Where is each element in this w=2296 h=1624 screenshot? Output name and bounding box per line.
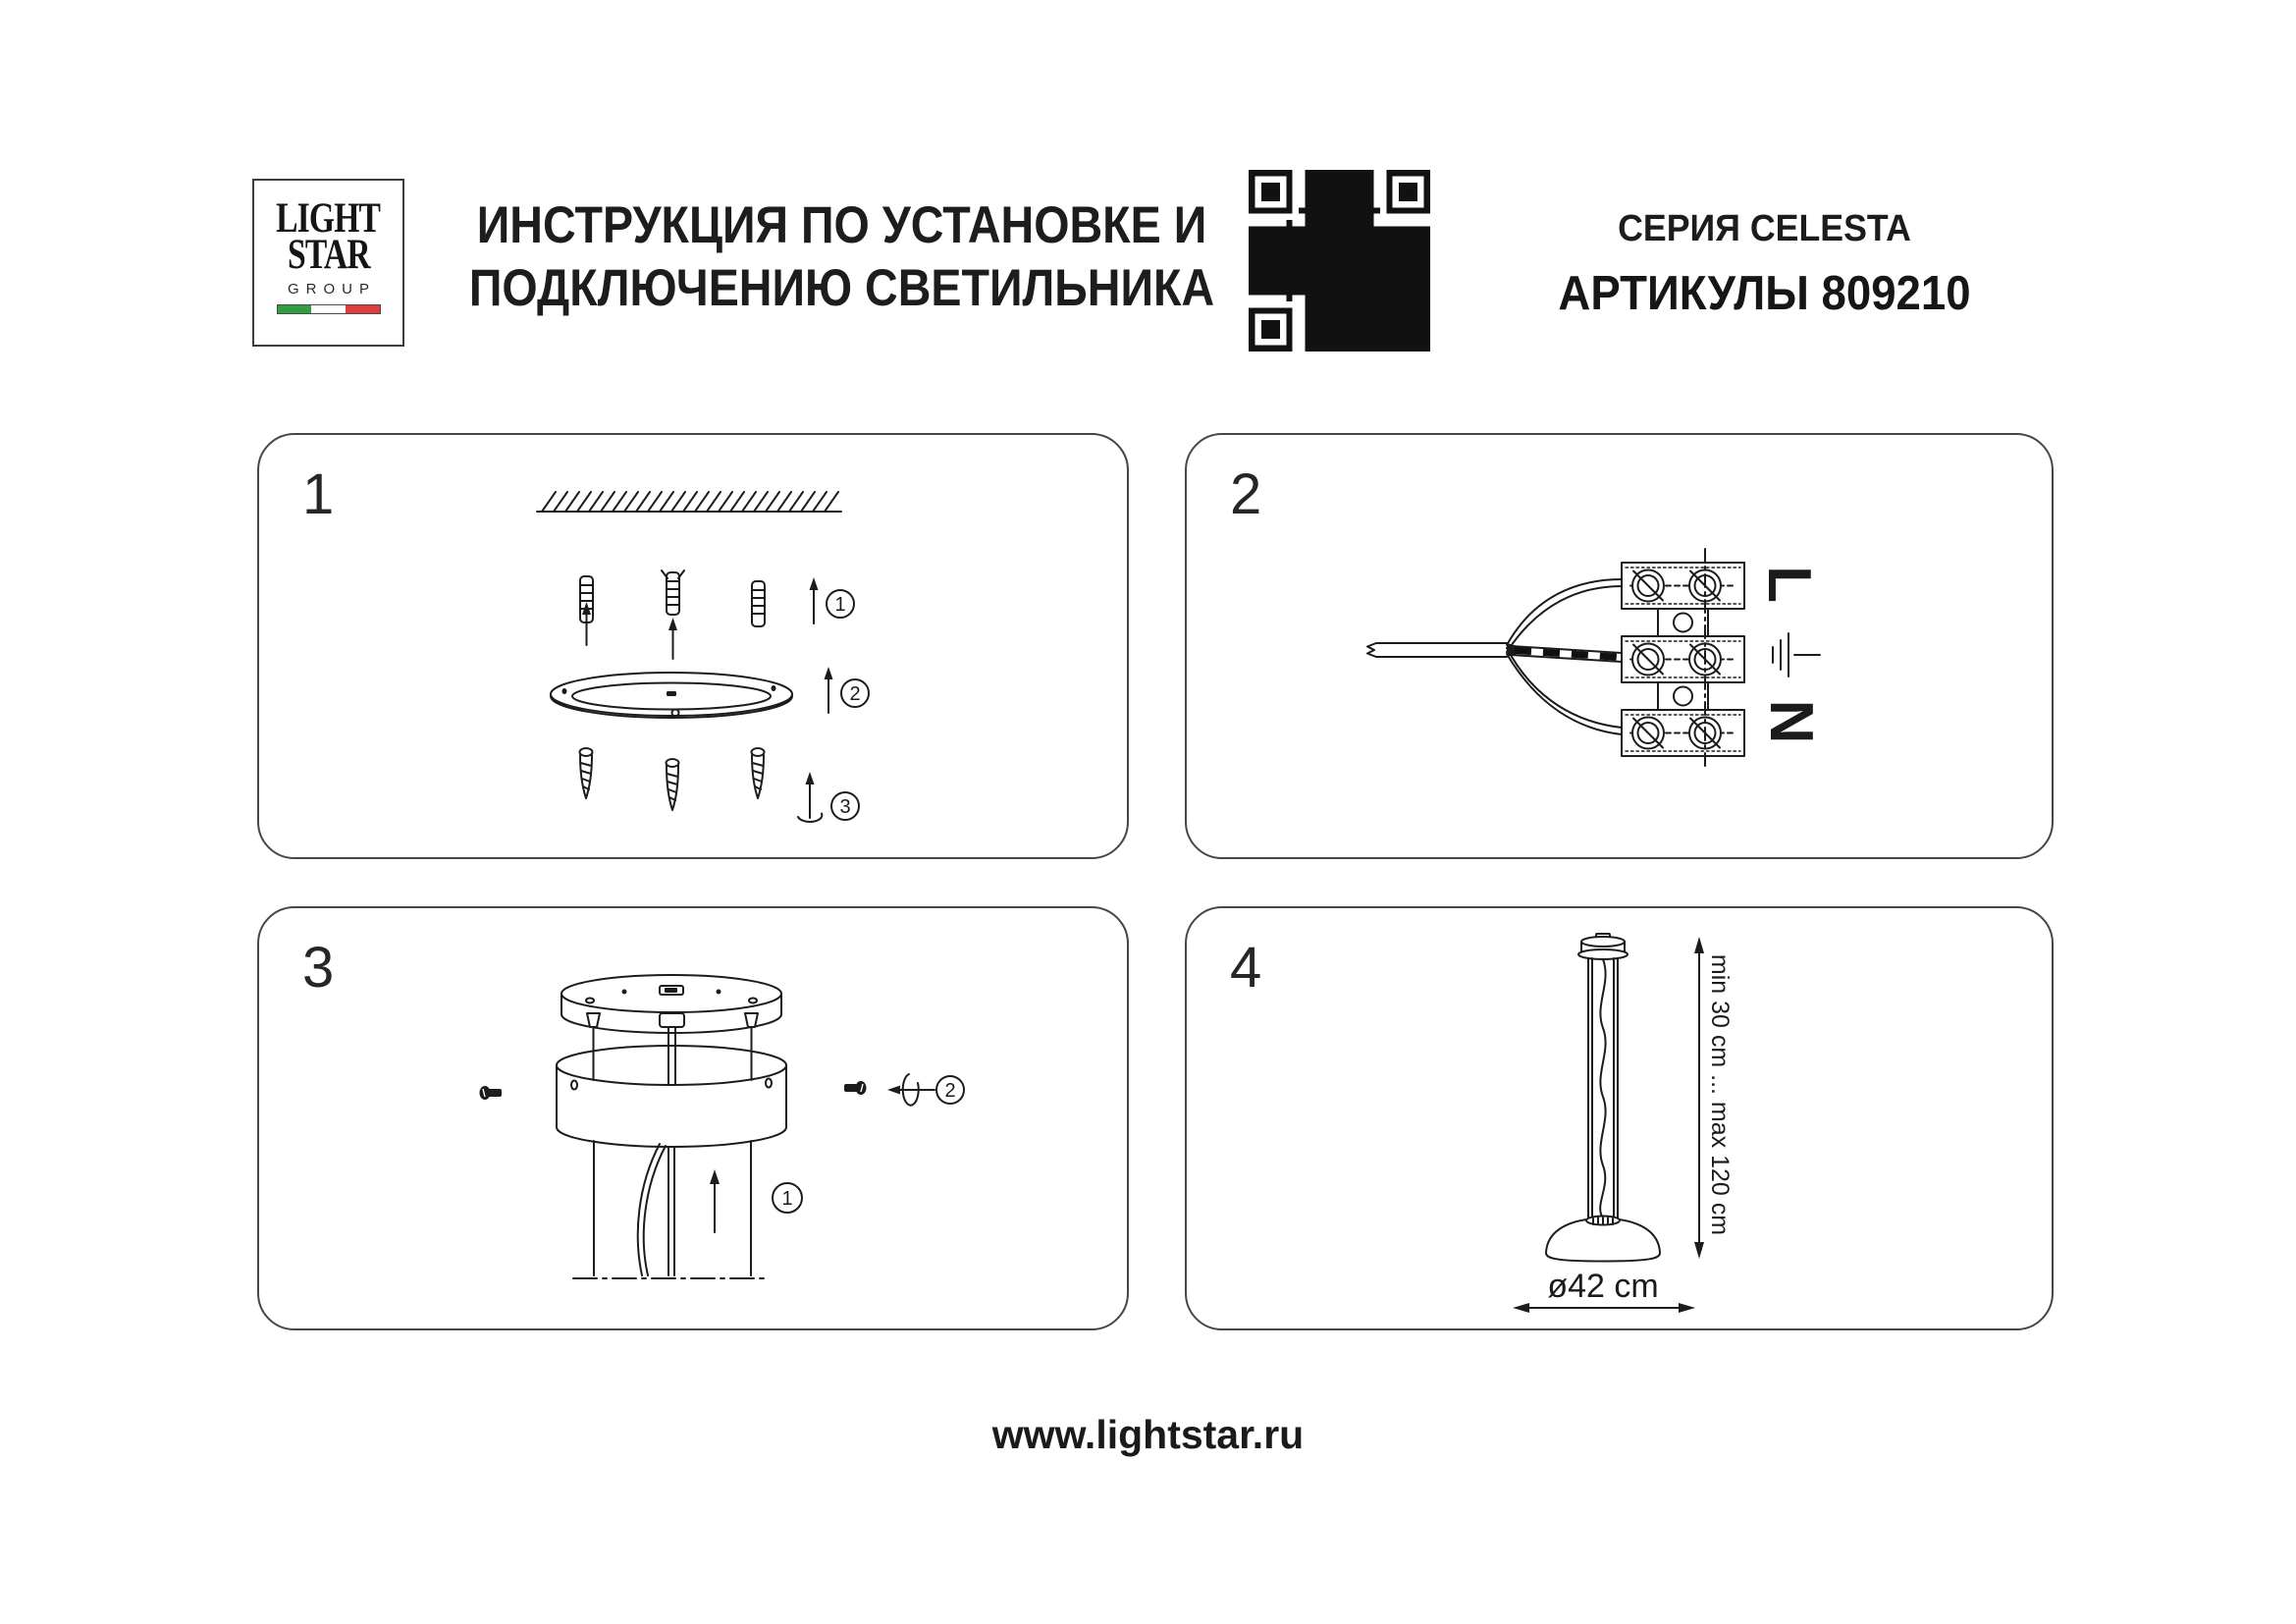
step-2-number: 2 — [1230, 462, 1262, 526]
screw-icon — [580, 748, 593, 798]
side-screw-icon — [844, 1081, 867, 1095]
page-title — [412, 194, 1271, 320]
pendant-canopy — [1578, 934, 1628, 959]
mounting-ring — [551, 673, 792, 718]
series-label: СЕРИЯ CELESTA — [1618, 208, 1911, 249]
flag-green-stripe — [278, 305, 312, 313]
marker-3-label: 3 — [839, 796, 851, 818]
step-marker-2 — [825, 667, 870, 713]
qr-finder-bottom-left — [1249, 307, 1293, 352]
height-dimension — [1694, 937, 1734, 1259]
step-3-diagram — [259, 908, 1127, 1328]
pendant-cable-wavy — [1600, 959, 1605, 1217]
marker-1-label: 1 — [834, 594, 846, 616]
step-4-number: 4 — [1230, 936, 1262, 1000]
terminal-label-neutral: N — [1757, 699, 1825, 744]
flag-red-stripe — [346, 305, 380, 313]
pendant-shade — [1546, 1217, 1660, 1262]
step-2-diagram — [1187, 435, 2052, 857]
logo-word-star: STAR — [287, 229, 370, 278]
wire-ground-striped — [1511, 646, 1622, 662]
qr-finder-top-right — [1386, 170, 1430, 214]
flag-white-stripe — [311, 305, 346, 313]
marker-1-label: 1 — [781, 1188, 793, 1210]
terminal-block — [1622, 710, 1744, 756]
up-arrow — [710, 1169, 720, 1232]
terminal-block — [1622, 563, 1744, 609]
rotate-icon — [887, 1074, 934, 1106]
step-marker-3 — [798, 772, 859, 822]
wall-plug-icon — [752, 581, 765, 626]
italian-flag-icon — [277, 304, 381, 314]
step-1-diagram — [259, 435, 1127, 857]
wall-plug-icon — [580, 576, 593, 645]
side-screw-icon — [480, 1086, 503, 1100]
power-cable — [1367, 643, 1522, 657]
step-4-panel — [1185, 906, 2054, 1330]
screw-icon — [667, 759, 679, 810]
page-title-line2: ПОДКЛЮЧЕНИЮ СВЕТИЛЬНИКА — [468, 259, 1215, 317]
step-3-panel — [257, 906, 1129, 1330]
diameter-dimension-label: ø42 cm — [1547, 1268, 1659, 1305]
wire-live — [1507, 579, 1622, 652]
lightstar-logo — [252, 179, 404, 347]
logo-word-group: GROUP — [287, 280, 376, 298]
marker-2-label: 2 — [849, 683, 861, 705]
step-2-panel — [1185, 433, 2054, 859]
terminal-block — [1622, 636, 1744, 682]
screw-icon — [752, 748, 765, 798]
marker-2-label: 2 — [944, 1080, 956, 1102]
logo-word-light: LIGHT — [276, 193, 381, 242]
product-info — [1541, 208, 1988, 321]
step-1-panel — [257, 433, 1129, 859]
ground-icon — [1773, 633, 1820, 677]
step-marker-1 — [773, 1183, 802, 1213]
step-marker-1 — [810, 577, 855, 623]
ceiling-hatch — [537, 492, 841, 512]
page-title-line1: ИНСТРУКЦИЯ ПО УСТАНОВКЕ И — [476, 196, 1207, 254]
step-3-number: 3 — [302, 936, 335, 1000]
step-4-diagram — [1187, 908, 2052, 1328]
step-1-number: 1 — [302, 462, 335, 526]
height-dimension-label: min 30 cm ... max 120 cm — [1706, 953, 1734, 1236]
step-marker-2 — [936, 1076, 964, 1104]
terminal-label-live: L — [1755, 566, 1823, 603]
diameter-dimension — [1513, 1268, 1695, 1313]
hanging-rods-lower — [594, 1141, 751, 1275]
power-cord-curve — [638, 1144, 666, 1275]
article-number: АРТИКУЛЫ 809210 — [1558, 267, 1971, 320]
qr-code — [1249, 170, 1430, 352]
qr-code-image — [1249, 170, 1430, 352]
wall-plug-icon — [662, 570, 684, 659]
qr-finder-top-left — [1249, 170, 1293, 214]
website-url: www.lightstar.ru — [991, 1412, 1305, 1457]
